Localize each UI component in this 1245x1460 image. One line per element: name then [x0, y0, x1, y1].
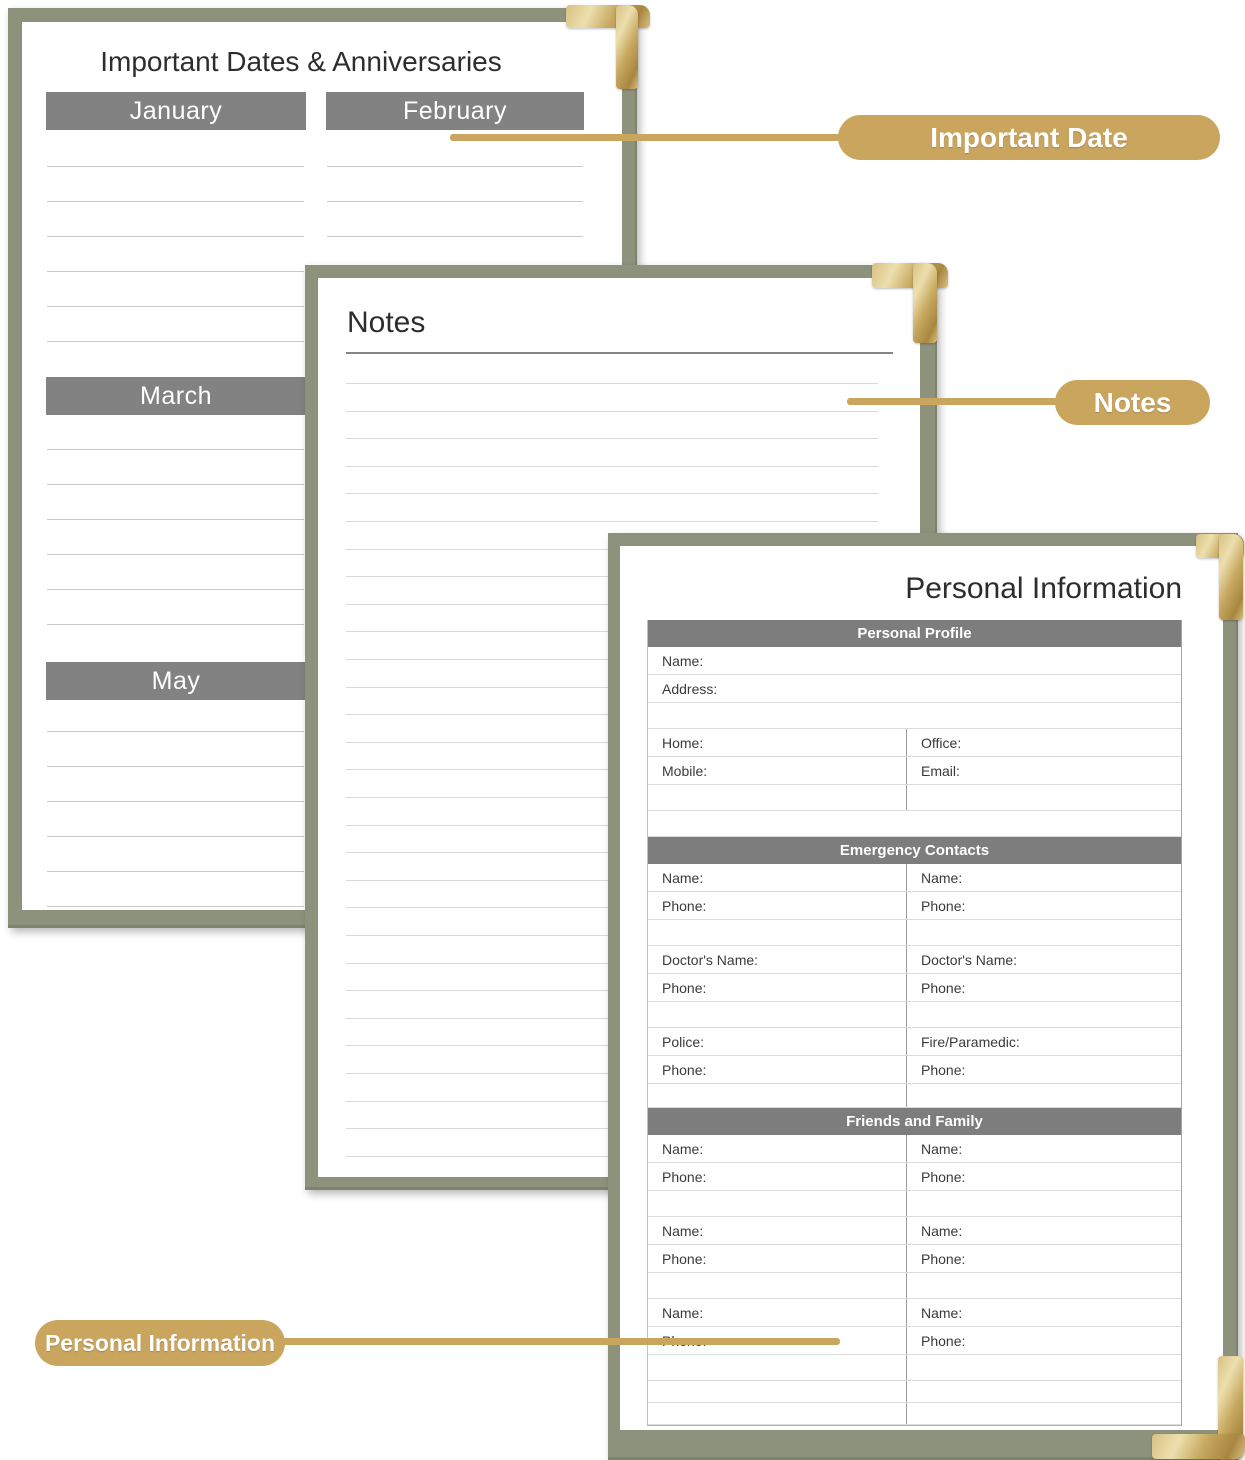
field-label [648, 785, 907, 810]
note-line [346, 493, 878, 494]
table-row [648, 729, 1181, 757]
field-label: Doctor's Name: [648, 946, 907, 973]
table-row [648, 757, 1181, 785]
table-row [648, 920, 1181, 946]
notes-callout: Notes [1055, 380, 1210, 425]
field-label [907, 1381, 1181, 1402]
table-row [648, 1002, 1181, 1028]
gold-corner-icon [1219, 534, 1243, 620]
entry-line [47, 906, 304, 907]
entry-line [47, 624, 304, 625]
page-personal-information [608, 533, 1238, 1460]
field-label: Name: [648, 864, 907, 891]
table-row [648, 647, 1181, 675]
note-line [346, 383, 878, 384]
field-label: Phone: [921, 980, 966, 996]
field-label: Office: [921, 735, 962, 751]
gold-corner-icon [913, 263, 937, 343]
month-header-february: February [326, 92, 584, 130]
field-label [907, 1191, 1181, 1216]
field-label [907, 1084, 1181, 1107]
gold-corner-icon [1152, 1434, 1245, 1459]
field-label [648, 1273, 907, 1298]
personal-information-paper [620, 546, 1223, 1430]
entry-line [47, 766, 304, 767]
table-row [648, 1191, 1181, 1217]
table-row [648, 811, 1181, 837]
entry-line [47, 166, 304, 167]
table-row [648, 1056, 1181, 1084]
field-label: Phone: [921, 1062, 966, 1078]
notes-title: Notes [347, 306, 426, 339]
field-label: Email: [921, 763, 960, 779]
entry-line [47, 236, 304, 237]
field-label [648, 1381, 907, 1402]
table-row [648, 1135, 1181, 1163]
field-label [648, 1403, 907, 1424]
note-line [346, 438, 878, 439]
entry-line [47, 341, 304, 342]
field-label [648, 811, 1181, 836]
field-label: Address: [662, 681, 718, 697]
field-label: Phone: [921, 1169, 966, 1185]
field-label: Name: [648, 1135, 907, 1162]
entry-line [47, 271, 304, 272]
notes-callout-line [847, 398, 1059, 405]
table-row [648, 1028, 1181, 1056]
month-header-may: May [46, 662, 306, 700]
field-label: Phone: [648, 1245, 907, 1272]
field-label [648, 1002, 907, 1027]
gold-corner-icon [616, 5, 638, 89]
field-label: Phone: [921, 1333, 966, 1349]
field-label [907, 1403, 1181, 1424]
field-label: Doctor's Name: [921, 952, 1018, 968]
field-label: Phone: [921, 898, 966, 914]
entry-line [327, 166, 583, 167]
table-row [648, 1245, 1181, 1273]
table-row [648, 1299, 1181, 1327]
entry-line [327, 201, 583, 202]
entry-line [47, 449, 304, 450]
personal-information-title: Personal Information [905, 572, 1182, 605]
field-label [648, 1355, 907, 1380]
note-line [346, 466, 878, 467]
entry-line [47, 484, 304, 485]
entry-line [47, 836, 304, 837]
personal-information-table [647, 620, 1182, 1426]
entry-line [47, 519, 304, 520]
important-date-callout-line [450, 134, 842, 141]
entry-line [47, 554, 304, 555]
section-header: Friends and Family [648, 1108, 1181, 1135]
field-label [907, 1355, 1181, 1380]
table-row [648, 1403, 1181, 1425]
table-row [648, 785, 1181, 811]
field-label [648, 920, 907, 945]
field-label [648, 1084, 907, 1107]
month-header-march: March [46, 377, 306, 415]
month-header-january: January [46, 92, 306, 130]
field-label: Phone: [648, 974, 907, 1001]
entry-line [47, 589, 304, 590]
entry-line [47, 306, 304, 307]
field-label: Name: [648, 1217, 907, 1244]
table-row [648, 974, 1181, 1002]
field-label: Phone: [648, 1163, 907, 1190]
table-row [648, 1084, 1181, 1108]
field-label [648, 703, 1181, 728]
entry-line [47, 731, 304, 732]
field-label: Name: [648, 1299, 907, 1326]
table-row [648, 864, 1181, 892]
important-dates-title: Important Dates & Anniversaries [100, 46, 502, 77]
table-row [648, 1273, 1181, 1299]
note-line [346, 521, 878, 522]
personal-information-callout: Personal Information [35, 1320, 285, 1366]
table-row [648, 1381, 1181, 1403]
field-label [907, 920, 1181, 945]
field-label: Name: [662, 653, 704, 669]
field-label: Police: [648, 1028, 907, 1055]
table-row [648, 703, 1181, 729]
field-label: Mobile: [648, 757, 907, 784]
field-label: Name: [921, 1305, 963, 1321]
important-date-callout: Important Date [838, 115, 1220, 160]
entry-line [47, 801, 304, 802]
field-label: Name: [921, 1141, 963, 1157]
notes-title-rule [346, 352, 893, 354]
table-row [648, 1217, 1181, 1245]
note-line [346, 411, 878, 412]
field-label [907, 785, 1181, 810]
field-label [907, 1002, 1181, 1027]
section-header: Personal Profile [648, 620, 1181, 647]
table-row [648, 1163, 1181, 1191]
field-label [648, 1191, 907, 1216]
field-label [907, 1273, 1181, 1298]
table-row [648, 675, 1181, 703]
entry-line [47, 871, 304, 872]
field-label: Phone: [648, 892, 907, 919]
table-row [648, 946, 1181, 974]
entry-line [327, 236, 583, 237]
entry-line [47, 201, 304, 202]
field-label: Home: [648, 729, 907, 756]
personal-information-callout-line [280, 1338, 840, 1345]
field-label: Fire/Paramedic: [921, 1034, 1020, 1050]
table-row [648, 1355, 1181, 1381]
field-label: Phone: [921, 1251, 966, 1267]
field-label: Name: [921, 870, 963, 886]
section-header: Emergency Contacts [648, 837, 1181, 864]
field-label: Name: [921, 1223, 963, 1239]
field-label: Phone: [648, 1056, 907, 1083]
table-row [648, 892, 1181, 920]
